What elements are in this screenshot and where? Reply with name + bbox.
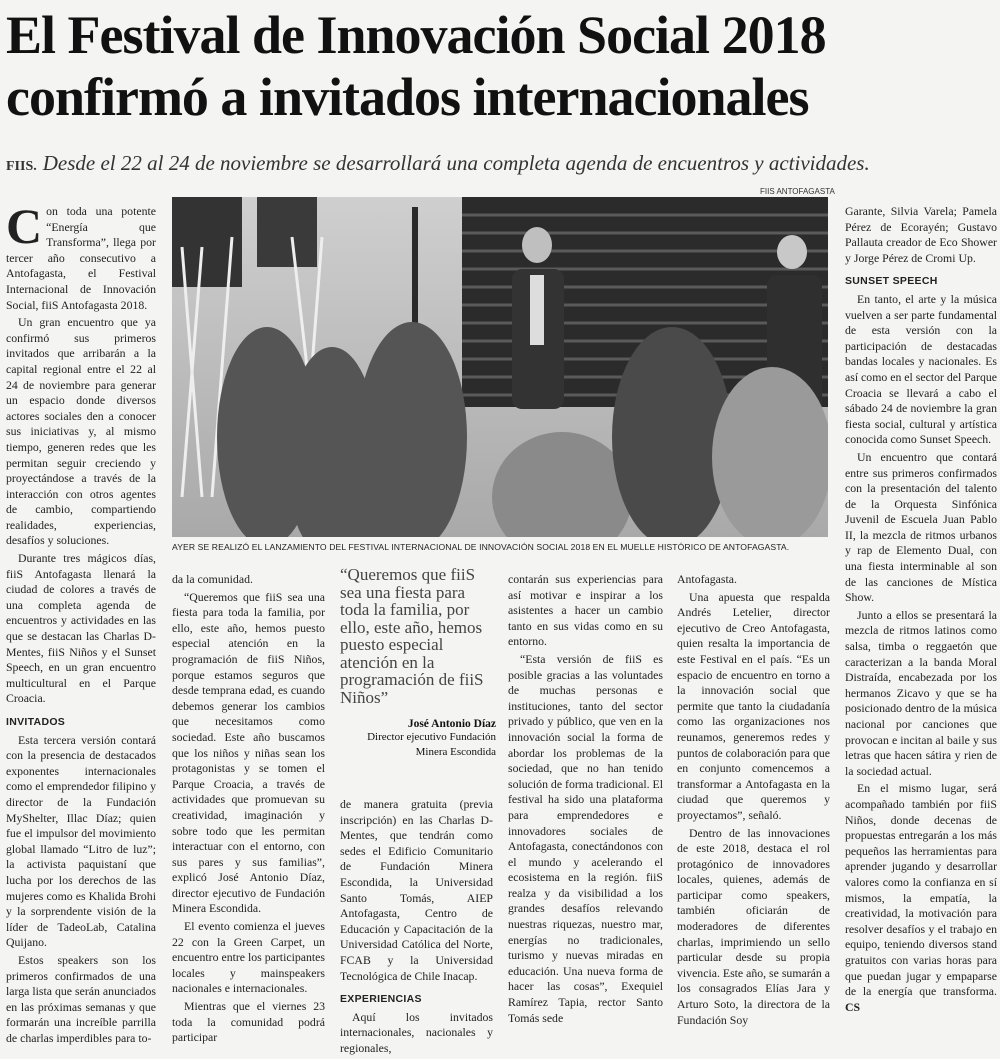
paragraph: “Queremos que fiiS sea una fiesta para toda la familia, por ello, este año, hemos puesto especial atención en la programación de fiiS Niños, porque estamos seguros que desde temprana edad, es cuando debemos generar los cambios que necesitamos como sociedad. Este año buscamos que los niños y niñas sean los protagonistas y se tomen el Parque Croacia, a través de actividades que promuevan su creatividad, imaginación y sobre todo que les permitan interactuar con el entorno, con sus pares y sus familias”, explicó José Antonio Díaz, director ejecutivo de Fundación Minera Escondida. bbox=[172, 589, 325, 916]
paragraph: Esta tercera versión contará con la presencia de destacados exponentes internacionales como el emprendedor filipino y director de la Fundación MyShelter, Illac Díaz; quien fue el impulsor del movimiento global llamado “Litro de luz”; la activista paquistaní que lucha por los derechos de las mujeres como es Khalida Brohi y la sorprendente visión de la líder de TadeoLab, Catalina Quijano. bbox=[6, 732, 156, 950]
paragraph: Garante, Silvia Varela; Pamela Pérez de Ecorayén; Gustavo Pallauta creador de Eco Shower y Jorge Pérez de Cromi Up. bbox=[845, 204, 997, 265]
pull-quote bbox=[340, 566, 496, 760]
paragraph: Durante tres mágicos días, fiiS Antofagasta llenará la ciudad de colores a través de una completa agenda de encuentros y actividades en las que se destacan las Charlas D-Mentes, fiiS Niños y el Sunset Speech, en un gran encuentro multicultural en el Parque Croacia. bbox=[6, 551, 156, 706]
headline: El Festival de Innovación Social 2018 confirmó a invitados internacionales bbox=[6, 5, 826, 127]
section-heading-sunset-speech: SUNSET SPEECH bbox=[845, 275, 938, 288]
event-photo bbox=[172, 197, 828, 537]
paragraph: Un gran encuentro que ya confirmó sus primeros invitados que arribarán a la capital regional entre el 22 al 24 de noviembre para generar un espacio donde diversos actores sociales den a conocer sus iniciativas y, al mismo tiempo, generen redes que les permitan seguir creciendo y proyectándose a través de la interacción con otros agentes de cambio, compartiendo realidades, experiencias, desafíos y soluciones. bbox=[6, 315, 156, 548]
paragraph: Estos speakers son los primeros confirmados de una larga lista que serán anunciados en las próximas semanas y que formarán una increíble parrilla de charlas imperdibles para to- bbox=[6, 952, 156, 1045]
article-column-3 bbox=[340, 797, 493, 1059]
photo-caption: AYER SE REALIZÓ EL LANZAMIENTO DEL FESTIVAL INTERNACIONAL DE INNOVACIÓN SOCIAL 2018 EN EL MUELLE HISTÓRICO DE ANTOFAGASTA. bbox=[172, 542, 790, 552]
lead-text: on toda una potente “Energía que Transforma”, llega por tercer año consecutivo a Antofagasta, el Festival Internacional de Innovación Social, fiiS Antofagasta 2018. bbox=[6, 204, 156, 312]
paragraph: Una apuesta que respalda Andrés Letelier, director ejecutivo de Creo Antofagasta, quien resalta la importancia de este Festival en el país. “Es un espacio de encuentro en torno a la innovación social que permite que tanto la ciudadanía como las organizaciones nos reunamos, generemos redes y puntos de colaboración para que en conjunto comencemos a transformar a Antofagasta en la ciudad que queremos y proyectamos”, señaló. bbox=[677, 589, 830, 822]
paragraph: “Esta versión de fiiS es posible gracias a las voluntades de muchas personas e instituciones, tanto del sector privado y público, que ven en la innovación social la forma de abordar los problemas de la sociedad, que no han tenido solución de forma tradicional. El festival ha sido una plataforma para emprendedores e innovadores sociales de Antofagasta, conectándonos con el mundo y acelerando el ecosistema en la región. fiiS realza y da visibilidad a los grandes desafíos relevando nuestras riquezas, nuestro mar, energías no tradicionales, turismo y nuevas miradas en educación. Una nueva forma de hacer las cosas”, Exequiel Ramírez Tapia, rector Santo Tomás sede bbox=[508, 651, 663, 1025]
paragraph: Un encuentro que contará entre sus primeros confirmados con la presentación del talento de la Orquesta Sinfónica Juvenil de Escuela Juan Pablo II, la mezcla de ritmos urbanos y rap de Elemento Dual, con una fiesta interminable al son de las canciones de Mística Show. bbox=[845, 449, 997, 605]
paragraph: En tanto, el arte y la música vuelven a ser parte fundamental de esta versión con la participación de destacadas bandas locales y nacionales. Es así como en el sector del Parque Croacia se llevará a cabo el sábado 24 de noviembre la gran fiesta social, cultural y artística conocida como Sunset Speech. bbox=[845, 291, 997, 447]
subheadline bbox=[6, 150, 996, 180]
paragraph: Junto a ellos se presentará la mezcla de ritmos latinos como salsa, timba o reggaetón que caracterizan a la banda Moral Distraída, encabezada por los hermanos Zicavo y que se ha posicionado dentro de la música nacional por canciones que provocan e incitan al baile y sus letras que hacen sátira y rien de la sociedad actual. bbox=[845, 607, 998, 778]
drop-cap: C bbox=[6, 198, 43, 254]
paragraph: da la comunidad. bbox=[172, 572, 253, 586]
lead-paragraph bbox=[6, 198, 156, 313]
article-column-2 bbox=[172, 572, 325, 1048]
pull-quote-author: José Antonio Díaz bbox=[407, 718, 496, 730]
section-heading-experiencias: EXPERIENCIAS bbox=[340, 993, 422, 1006]
paragraph: Dentro de las innovaciones de este 2018, destaca el rol protagónico de innovadores locales, quienes, además de participar como speakers, también oficiarán de moderadores de diferentes charlas, imprimiendo un sello particular desde su propia vivencia. Este año, se sumarán a los consagrados Elías Jara y Arturo Soto, la directora de la Fundación Soy bbox=[677, 825, 830, 1027]
paragraph: Aquí los invitados internacionales, nacionales y regionales, bbox=[340, 1009, 493, 1055]
section-heading-invitados: INVITADOS bbox=[6, 716, 66, 728]
paragraph-text: En el mismo lugar, será acompañado también por fiiS Niños, donde decenas de propuestas entregarán a los más pequeños las herramientas para aprender jugando y desarrollar valores como la confianza en sí mismos, la empatía, la creatividad, la motivación para resolver desafíos y el trabajo en equipo, teniendo diversos stand gratuitos con varias horas para que puedan jugar y empaparse de la energía que transforma. bbox=[845, 781, 997, 999]
event-photo-illustration bbox=[172, 197, 828, 537]
article-column-5 bbox=[677, 572, 830, 1030]
paragraph: Mientras que el viernes 23 toda la comunidad podrá participar bbox=[172, 999, 325, 1045]
article-column-6 bbox=[845, 204, 997, 1017]
article-column-1 bbox=[6, 198, 156, 1048]
author-initials: CS bbox=[845, 999, 861, 1014]
article-column-4 bbox=[508, 572, 663, 1028]
paragraph: contarán sus experiencias para así motivar e inspirar a los asistentes a hacer un cambio tanto en sus vidas como en su entorno. bbox=[508, 572, 663, 649]
photo-credit: FIIS ANTOFAGASTA bbox=[760, 187, 835, 196]
subheadline-text: Desde el 22 al 24 de noviembre se desarrollará una completa agenda de encuentros y actividades. bbox=[42, 151, 870, 175]
paragraph: de manera gratuita (previa inscripción) en las Charlas D-Mentes, que tendrán como sedes el Edificio Comunitario de Fundación Minera Escondida, la Universidad Santo Tomás, AIEP Antofagasta, Centro de Educación y Capacitación de la Universidad Católica del Norte, FCAB y la Universidad Tecnológica de Chile Inacap. bbox=[340, 797, 493, 983]
paragraph: Antofagasta. bbox=[677, 572, 737, 586]
paragraph: El evento comienza el jueves 22 con la Green Carpet, un encuentro entre los participantes locales y mainspeakers nacionales e internacionales. bbox=[172, 919, 325, 996]
pull-quote-text: “Queremos que fiiS sea una fiesta para toda la familia, por ello, este año, hemos puesto especial atención en la programación de fiiS Niños” bbox=[340, 565, 484, 707]
paragraph bbox=[845, 781, 997, 1015]
section-tag: FIIS. bbox=[6, 159, 37, 174]
pull-quote-role: Director ejecutivo Fundación Minera Escondida bbox=[367, 731, 496, 758]
